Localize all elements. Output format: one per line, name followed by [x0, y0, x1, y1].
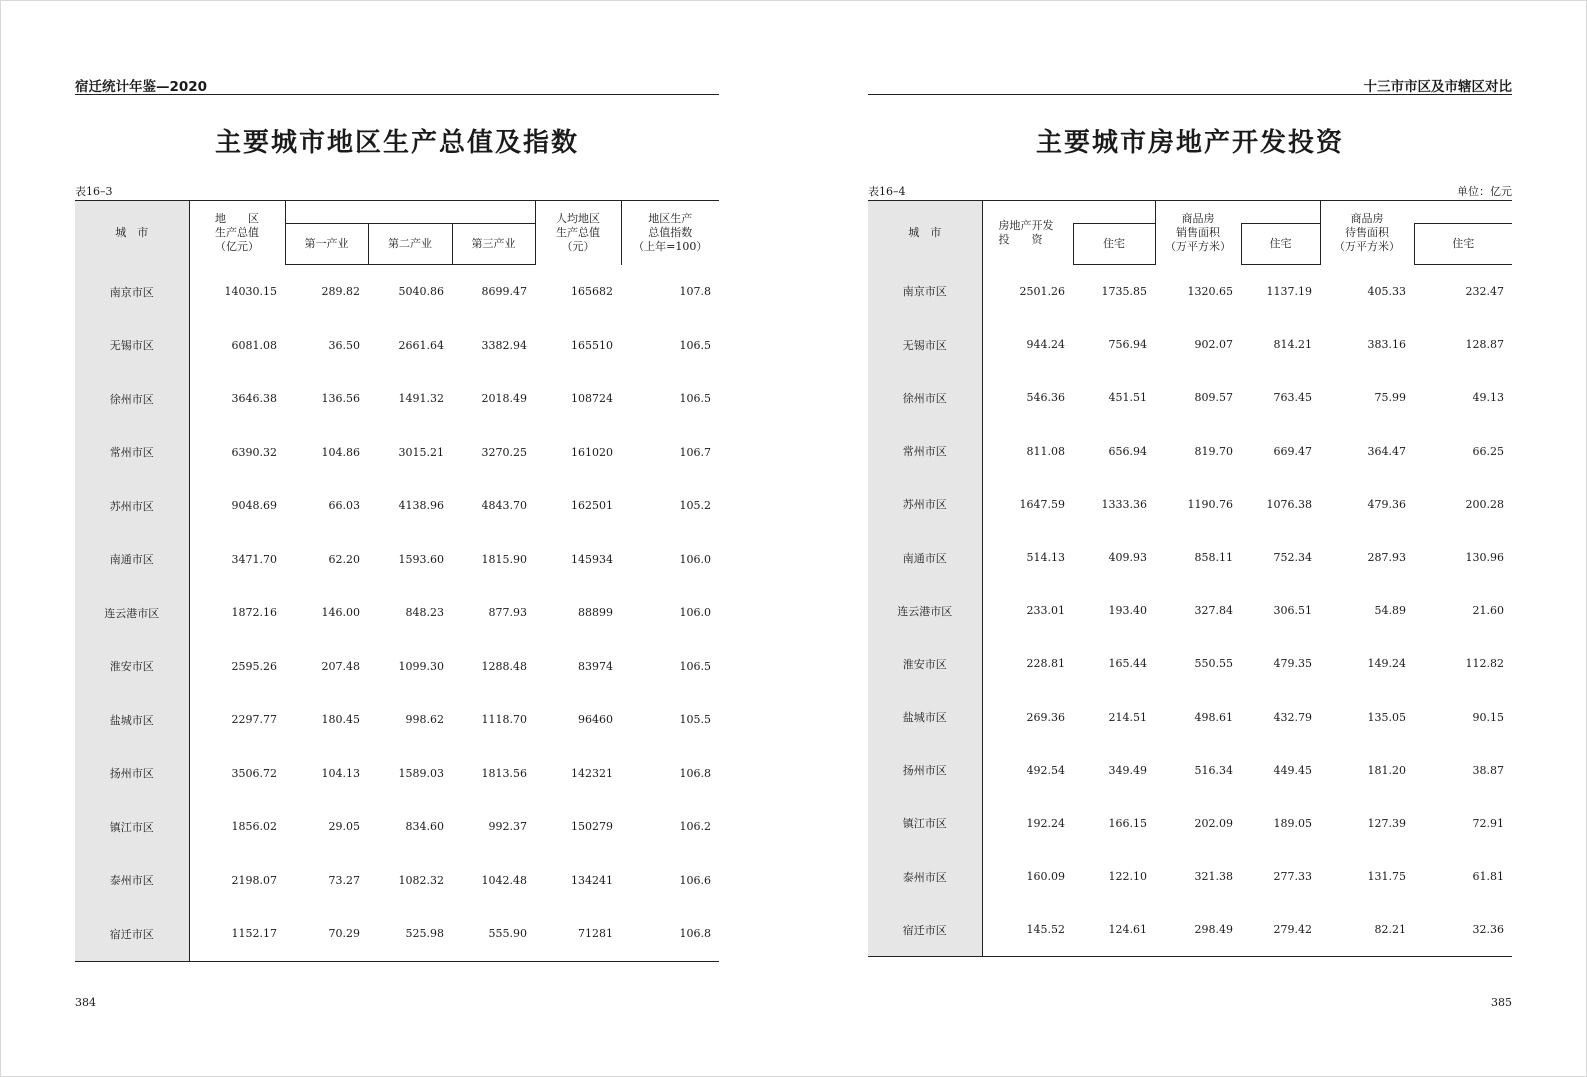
tertiary-cell: 555.90	[452, 907, 535, 961]
residential-unsold-cell: 200.28	[1465, 497, 1504, 511]
investment-cell: 192.24	[1026, 816, 1065, 830]
investment-cell: 1647.59	[1019, 497, 1065, 511]
index-cell: 106.6	[679, 873, 712, 887]
header-residential-unsold: 住宅	[1414, 224, 1512, 265]
city-name: 泰州市区	[75, 854, 189, 908]
tertiary-cell: 877.93	[488, 606, 528, 620]
header-index-line1: 地区生产	[648, 211, 693, 225]
residential-investment-cell: 1735.85	[1101, 285, 1147, 299]
unit-label: 单位：亿元	[1457, 185, 1512, 198]
header-unsold-line2: 待售面积	[1345, 225, 1389, 239]
header-unsold-line3: （万平方米）	[1334, 239, 1400, 253]
header-per-capita-line3: （元）	[561, 239, 595, 253]
table-row	[75, 747, 719, 801]
per-capita-cell: 161020	[571, 445, 614, 459]
secondary-cell: 1589.03	[398, 766, 444, 780]
residential-investment-cell: 214.51	[1108, 710, 1147, 724]
header-per-capita	[535, 201, 621, 265]
tertiary-cell: 992.37	[488, 820, 528, 834]
city-name: 苏州市区	[868, 478, 982, 531]
index-cell: 106.2	[679, 820, 712, 834]
residential-investment-cell: 1333.36	[1101, 497, 1147, 511]
secondary-cell: 2661.64	[398, 338, 444, 352]
investment-cell: 944.24	[1026, 338, 1065, 352]
tertiary-cell: 8699.47	[481, 285, 528, 299]
investment-cell: 228.81	[1026, 657, 1065, 671]
primary-cell: 66.03	[328, 499, 360, 513]
investment-cell: 514.13	[1026, 551, 1065, 565]
residential-unsold-cell: 66.25	[1472, 444, 1504, 458]
residential-investment-cell: 656.94	[1108, 444, 1147, 458]
table-row	[868, 265, 1512, 319]
residential-investment-cell: 122.10	[1108, 870, 1147, 884]
residential-sales-cell: 189.05	[1273, 816, 1312, 830]
gdp-cell: 3646.38	[231, 392, 277, 406]
sales-area-cell: 1320.65	[1187, 284, 1233, 298]
city-name: 淮安市区	[868, 637, 982, 690]
gdp-cell: 6081.08	[231, 338, 277, 352]
gdp-cell: 1872.16	[231, 606, 277, 620]
header-secondary: 第二产业	[368, 224, 452, 265]
per-capita-cell: 88899	[578, 606, 614, 620]
sales-area-cell: 550.55	[1194, 657, 1233, 671]
residential-unsold-cell: 49.13	[1472, 391, 1504, 405]
per-capita-cell: 71281	[535, 907, 621, 961]
tertiary-cell: 1815.90	[481, 552, 528, 566]
sales-area-cell: 809.57	[1194, 391, 1233, 405]
index-cell: 106.5	[679, 659, 712, 673]
residential-unsold-cell: 90.15	[1472, 710, 1504, 724]
primary-cell: 104.86	[321, 445, 360, 459]
city-name: 镇江市区	[868, 797, 982, 850]
city-name: 徐州市区	[75, 372, 189, 426]
investment-cell: 492.54	[1026, 763, 1065, 777]
residential-investment-cell: 193.40	[1108, 604, 1147, 618]
gdp-cell: 3506.72	[231, 766, 277, 780]
residential-unsold-cell: 112.82	[1465, 657, 1504, 671]
unsold-area-cell: 405.33	[1367, 284, 1406, 298]
per-capita-cell: 162501	[571, 499, 614, 513]
tertiary-cell: 1288.48	[481, 659, 528, 673]
real-estate-table-body	[868, 265, 1512, 957]
header-tertiary: 第三产业	[452, 224, 535, 265]
header-investment-span	[1073, 201, 1155, 224]
gdp-table-body	[75, 265, 719, 962]
primary-cell: 70.29	[285, 907, 368, 961]
residential-sales-cell: 449.45	[1273, 763, 1312, 777]
unsold-area-cell: 287.93	[1367, 551, 1406, 565]
header-city: 城 市	[75, 201, 189, 265]
city-name: 南通市区	[75, 533, 189, 587]
city-name: 镇江市区	[75, 800, 189, 854]
per-capita-cell: 83974	[578, 659, 614, 673]
city-name: 常州市区	[75, 426, 189, 480]
header-unsold-span	[1414, 201, 1512, 224]
city-name: 常州市区	[868, 425, 982, 478]
real-estate-table	[868, 200, 1512, 957]
residential-investment-cell: 349.49	[1108, 763, 1147, 777]
left-page	[75, 0, 719, 1077]
index-cell: 106.8	[621, 907, 719, 961]
unsold-area-cell: 135.05	[1367, 710, 1406, 724]
table-row	[75, 693, 719, 747]
residential-investment-cell: 165.44	[1108, 657, 1147, 671]
sales-area-cell: 1190.76	[1187, 497, 1233, 511]
sales-area-cell: 202.09	[1194, 816, 1233, 830]
city-name: 无锡市区	[75, 319, 189, 373]
table-row	[75, 800, 719, 854]
residential-unsold-cell: 128.87	[1465, 338, 1504, 352]
unsold-area-cell: 127.39	[1367, 816, 1406, 830]
investment-cell: 160.09	[1026, 870, 1065, 884]
header-index-line2: 总值指数	[648, 225, 693, 239]
header-per-capita-line2: 生产总值	[556, 225, 601, 239]
gdp-cell: 2297.77	[231, 713, 277, 727]
gdp-cell: 6390.32	[231, 445, 277, 459]
sales-area-cell: 327.84	[1194, 604, 1233, 618]
table-row	[868, 531, 1512, 584]
investment-cell: 145.52	[982, 903, 1073, 957]
table-row	[868, 797, 1512, 850]
header-gdp-line3: （亿元）	[215, 239, 259, 253]
residential-unsold-cell: 72.91	[1472, 816, 1504, 830]
header-sales-span	[1241, 201, 1320, 224]
header-gdp-sectors-span	[285, 201, 535, 224]
primary-cell: 104.13	[321, 766, 360, 780]
index-cell: 105.5	[679, 713, 712, 727]
header-investment	[982, 201, 1073, 265]
page-title: 主要城市地区生产总值及指数	[214, 128, 579, 158]
city-name: 扬州市区	[75, 747, 189, 801]
header-sales-line3: （万平方米）	[1165, 239, 1231, 253]
city-name: 泰州市区	[868, 850, 982, 903]
residential-investment-cell: 756.94	[1108, 338, 1147, 352]
right-page	[868, 0, 1512, 1077]
city-name: 南京市区	[75, 265, 189, 319]
table-row	[868, 850, 1512, 903]
unsold-area-cell: 181.20	[1367, 763, 1406, 777]
running-head-text: 宿迁统计年鉴—2020	[75, 79, 208, 95]
index-cell: 105.2	[679, 499, 712, 513]
sales-area-cell: 819.70	[1194, 444, 1233, 458]
index-cell: 106.5	[679, 338, 712, 352]
table-row	[75, 640, 719, 694]
gdp-cell: 1856.02	[231, 820, 277, 834]
table-row	[75, 319, 719, 373]
residential-unsold-cell: 130.96	[1465, 551, 1504, 565]
per-capita-cell: 142321	[571, 766, 614, 780]
residential-sales-cell: 1137.19	[1266, 285, 1312, 299]
table-row	[75, 854, 719, 908]
running-head	[868, 74, 1512, 95]
running-head	[75, 74, 719, 95]
residential-investment-cell: 451.51	[1108, 391, 1147, 405]
page-title: 主要城市房地产开发投资	[1035, 128, 1344, 158]
index-cell: 106.5	[679, 392, 712, 406]
table-row	[868, 425, 1512, 478]
city-name: 盐城市区	[868, 691, 982, 744]
header-unsold-area	[1320, 201, 1414, 265]
residential-sales-cell: 432.79	[1273, 710, 1312, 724]
investment-cell: 233.01	[1026, 604, 1065, 618]
city-name: 连云港市区	[868, 584, 982, 637]
header-gdp-line1: 地 区	[215, 211, 259, 225]
table-row	[75, 426, 719, 480]
residential-investment-cell: 409.93	[1108, 551, 1147, 565]
investment-cell: 269.36	[1026, 710, 1065, 724]
header-index-line3: （上年=100）	[633, 239, 708, 253]
header-sales-line1: 商品房	[1181, 211, 1215, 225]
primary-cell: 62.20	[328, 552, 360, 566]
gdp-cell: 2595.26	[231, 659, 277, 673]
gdp-cell: 14030.15	[224, 285, 277, 298]
unsold-area-cell: 75.99	[1374, 391, 1406, 405]
per-capita-cell: 165682	[571, 285, 614, 298]
primary-cell: 29.05	[328, 820, 360, 834]
residential-unsold-cell: 61.81	[1472, 870, 1504, 884]
sales-area-cell: 298.49	[1155, 903, 1241, 957]
header-gdp	[189, 201, 285, 265]
index-cell: 107.8	[679, 285, 712, 298]
secondary-cell: 1082.32	[398, 873, 444, 887]
unsold-area-cell: 479.36	[1367, 497, 1406, 511]
header-sales-line2: 销售面积	[1176, 225, 1220, 239]
table-row	[75, 533, 719, 587]
table-row	[868, 584, 1512, 637]
secondary-cell: 5040.86	[398, 285, 444, 299]
residential-unsold-cell: 38.87	[1472, 763, 1504, 777]
sales-area-cell: 321.38	[1194, 870, 1233, 884]
header-unsold-line1: 商品房	[1350, 211, 1384, 225]
table-row	[75, 586, 719, 640]
table-row	[868, 371, 1512, 424]
secondary-cell: 1099.30	[398, 659, 444, 673]
tertiary-cell: 3382.94	[481, 338, 528, 352]
header-primary: 第一产业	[285, 224, 368, 265]
city-name: 宿迁市区	[75, 907, 189, 961]
unsold-area-cell: 383.16	[1367, 338, 1406, 352]
investment-cell: 2501.26	[1019, 284, 1065, 298]
table-row	[868, 903, 1512, 957]
primary-cell: 73.27	[328, 873, 360, 887]
per-capita-cell: 145934	[571, 552, 614, 566]
index-cell: 106.0	[679, 606, 712, 620]
residential-sales-cell: 669.47	[1273, 444, 1312, 458]
per-capita-cell: 150279	[571, 820, 614, 834]
city-name: 扬州市区	[868, 744, 982, 797]
investment-cell: 811.08	[1026, 444, 1065, 458]
secondary-cell: 525.98	[368, 907, 452, 961]
tertiary-cell: 1118.70	[481, 713, 528, 727]
residential-sales-cell: 277.33	[1273, 870, 1312, 884]
secondary-cell: 834.60	[405, 820, 444, 834]
tertiary-cell: 4843.70	[481, 499, 528, 513]
sales-area-cell: 858.11	[1194, 551, 1233, 565]
table-row	[868, 691, 1512, 744]
gdp-cell: 9048.69	[231, 499, 277, 513]
table-row	[75, 479, 719, 533]
residential-sales-cell: 752.34	[1273, 551, 1312, 565]
gdp-cell: 3471.70	[231, 552, 277, 566]
sales-area-cell: 516.34	[1194, 763, 1233, 777]
running-head-text: 十三市市区及市辖区对比	[1363, 79, 1512, 95]
residential-investment-cell: 124.61	[1073, 903, 1155, 957]
header-city: 城 市	[868, 201, 982, 265]
primary-cell: 207.48	[321, 659, 360, 673]
table-row	[868, 478, 1512, 531]
city-name: 南通市区	[868, 531, 982, 584]
unsold-area-cell: 149.24	[1367, 657, 1406, 671]
residential-sales-cell: 479.35	[1273, 657, 1312, 671]
sales-area-cell: 498.61	[1194, 710, 1233, 724]
header-residential-investment: 住宅	[1073, 224, 1155, 265]
city-name: 宿迁市区	[868, 903, 982, 957]
tertiary-cell: 3270.25	[481, 445, 528, 459]
residential-unsold-cell: 232.47	[1465, 285, 1504, 299]
gdp-cell: 1152.17	[189, 907, 285, 961]
city-name: 苏州市区	[75, 479, 189, 533]
city-name: 南京市区	[868, 265, 982, 319]
page-number: 385	[1491, 996, 1512, 1009]
per-capita-cell: 165510	[571, 338, 614, 352]
residential-sales-cell: 763.45	[1273, 391, 1312, 405]
table-row	[868, 318, 1512, 371]
secondary-cell: 1593.60	[398, 552, 444, 566]
page-number: 384	[75, 996, 96, 1009]
index-cell: 106.8	[679, 766, 712, 780]
tertiary-cell: 1042.48	[481, 873, 528, 887]
table-row	[868, 744, 1512, 797]
tertiary-cell: 2018.49	[481, 392, 528, 406]
table-row	[75, 265, 719, 319]
city-name: 无锡市区	[868, 318, 982, 371]
residential-sales-cell: 1076.38	[1266, 497, 1312, 511]
secondary-cell: 848.23	[405, 606, 444, 620]
header-sales-area	[1155, 201, 1241, 265]
header-residential-sales: 住宅	[1241, 224, 1320, 265]
primary-cell: 180.45	[321, 713, 360, 727]
city-name: 徐州市区	[868, 371, 982, 424]
residential-unsold-cell: 21.60	[1472, 604, 1504, 618]
residential-sales-cell: 814.21	[1273, 338, 1312, 352]
city-name: 淮安市区	[75, 640, 189, 694]
primary-cell: 289.82	[321, 285, 360, 299]
residential-sales-cell: 279.42	[1241, 903, 1320, 957]
header-investment-line1: 房地产开发	[998, 218, 1054, 232]
header-investment-line2: 投 资	[998, 232, 1043, 246]
unsold-area-cell: 364.47	[1367, 444, 1406, 458]
per-capita-cell: 96460	[578, 713, 614, 727]
city-name: 连云港市区	[75, 586, 189, 640]
table-row	[75, 372, 719, 426]
secondary-cell: 998.62	[405, 713, 444, 727]
unsold-area-cell: 54.89	[1374, 604, 1406, 618]
city-name: 盐城市区	[75, 693, 189, 747]
residential-unsold-cell: 32.36	[1414, 903, 1512, 957]
unsold-area-cell: 131.75	[1367, 870, 1406, 884]
unsold-area-cell: 82.21	[1320, 903, 1414, 957]
index-cell: 106.7	[679, 445, 712, 459]
primary-cell: 36.50	[328, 338, 360, 352]
header-per-capita-line1: 人均地区	[556, 211, 601, 225]
sales-area-cell: 902.07	[1194, 338, 1233, 352]
primary-cell: 136.56	[321, 392, 360, 406]
residential-sales-cell: 306.51	[1273, 604, 1312, 618]
gdp-cell: 2198.07	[231, 873, 277, 887]
residential-investment-cell: 166.15	[1108, 816, 1147, 830]
tertiary-cell: 1813.56	[481, 766, 528, 780]
header-index	[621, 201, 719, 265]
index-cell: 106.0	[679, 552, 712, 566]
secondary-cell: 4138.96	[398, 499, 444, 513]
secondary-cell: 3015.21	[398, 445, 444, 459]
table-row	[868, 637, 1512, 690]
primary-cell: 146.00	[321, 606, 360, 620]
table-number: 表16–3	[75, 185, 113, 198]
per-capita-cell: 108724	[571, 392, 614, 406]
table-row	[75, 907, 719, 961]
per-capita-cell: 134241	[571, 873, 614, 887]
investment-cell: 546.36	[1026, 391, 1065, 405]
gdp-table	[75, 200, 719, 962]
table-number: 表16–4	[868, 185, 906, 198]
secondary-cell: 1491.32	[398, 392, 444, 406]
header-gdp-line2: 生产总值	[215, 225, 259, 239]
